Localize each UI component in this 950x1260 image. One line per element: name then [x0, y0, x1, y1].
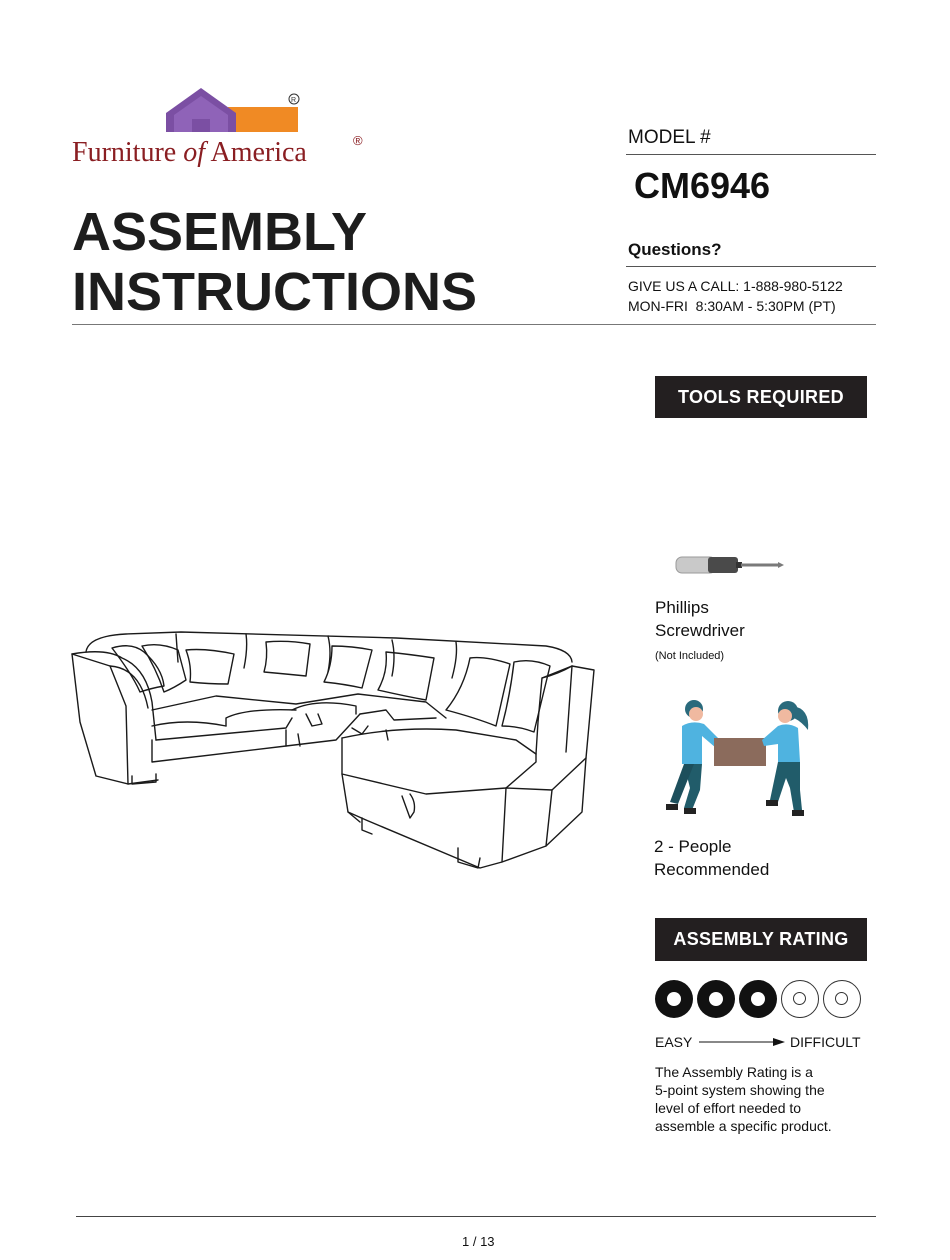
model-number: CM6946	[634, 165, 771, 206]
page-number: 1 / 13	[462, 1234, 495, 1249]
questions-divider	[626, 266, 876, 267]
rating-dot-1	[655, 980, 693, 1018]
title-line-2: INSTRUCTIONS	[72, 262, 477, 322]
arrow-right-icon	[699, 1037, 787, 1047]
rating-dot-5	[823, 980, 861, 1018]
page-title	[72, 202, 477, 322]
header-divider	[72, 324, 876, 325]
tools-required-header: TOOLS REQUIRED	[655, 376, 867, 418]
assembly-rating-dots	[655, 980, 861, 1018]
sectional-sofa-illustration	[66, 622, 606, 882]
scale-easy: EASY	[655, 1034, 693, 1050]
screwdriver-icon	[672, 554, 792, 578]
brand-name: Furniture of America	[72, 137, 307, 168]
rating-dot-2	[697, 980, 735, 1018]
questions-heading: Questions?	[628, 240, 722, 259]
scale-difficult: DIFFICULT	[790, 1034, 861, 1050]
rating-dot-3	[739, 980, 777, 1018]
house-logo-icon	[70, 85, 370, 140]
two-people-carrying-box-icon	[652, 700, 822, 820]
svg-text:R: R	[291, 97, 297, 104]
people-recommendation: 2 - People Recommended	[654, 837, 770, 879]
model-label: MODEL #	[628, 127, 711, 148]
registered-mark: ®	[353, 133, 363, 148]
assembly-rating-header: ASSEMBLY RATING	[655, 918, 867, 961]
phone-line: GIVE US A CALL: 1-888-980-5122	[628, 278, 843, 294]
title-line-1: ASSEMBLY	[72, 202, 368, 262]
brand-logo	[70, 85, 370, 175]
footer-divider	[76, 1216, 876, 1217]
tool-name: Phillips Screwdriver	[655, 598, 745, 640]
tool-note: (Not Included)	[655, 650, 725, 662]
contact-info	[628, 276, 843, 316]
difficulty-scale	[655, 1034, 867, 1052]
rating-description: The Assembly Rating is a 5-point system showing the level of effort needed to assemble a specific product.	[655, 1064, 832, 1134]
model-divider	[626, 154, 876, 155]
hours-line: MON-FRI 8:30AM - 5:30PM (PT)	[628, 298, 836, 314]
rating-dot-4	[781, 980, 819, 1018]
